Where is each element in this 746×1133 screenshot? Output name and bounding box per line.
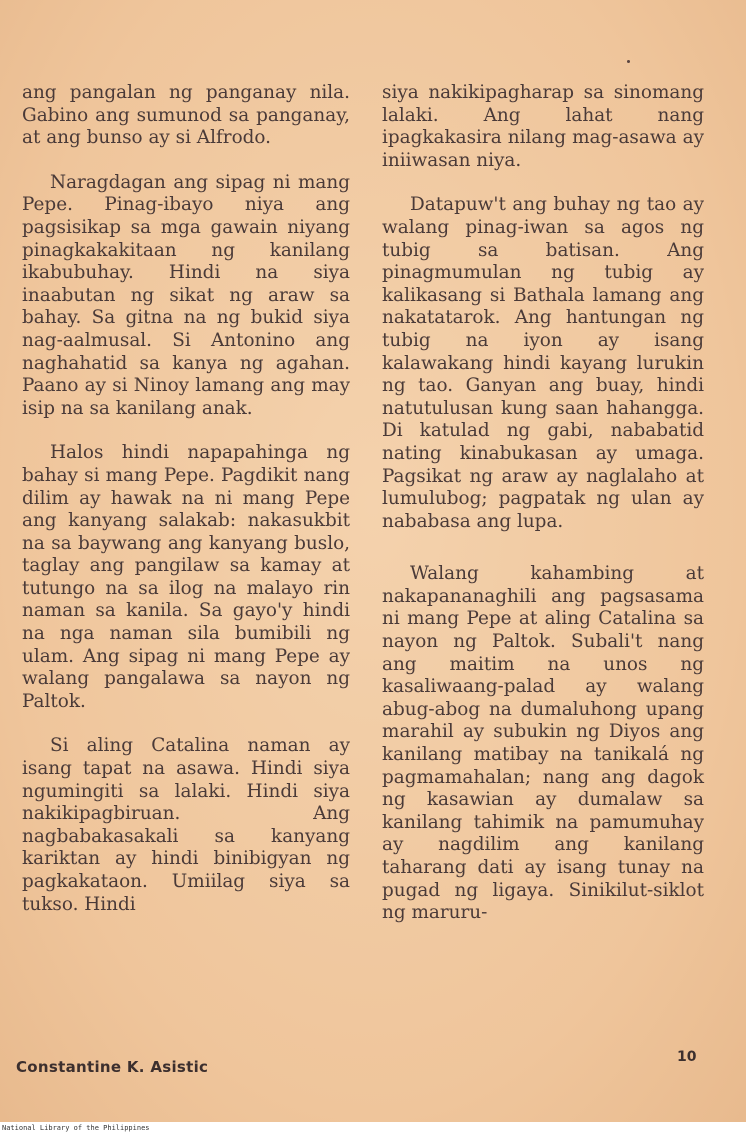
text-column-right: [382, 82, 704, 925]
paragraph: Si aling Catalina naman ay isang tapat na asawa. Hindi siya ngumingiti sa lalaki. Hindi siya nakikipagbiruan. Ang nagbabakasakali sa kanyang kariktan ay hindi binibigyan ng pagkakataon. Umiilag siya sa tukso. Hindi: [22, 735, 350, 915]
paragraph: siya nakikipagharap sa sinomang lalaki. Ang lahat nang ipagkakasira nilang mag-asawa ay iniiwasan niya.: [382, 82, 704, 171]
text-column-left: [22, 82, 350, 916]
ink-speck: [627, 60, 630, 63]
paragraph: Naragdagan ang sipag ni mang Pepe. Pinag-ibayo niya ang pagsisikap sa mga gawain niyang pinagkakakitaan ng kanilang ikabubuhay. Hindi na siya inaabutan ng sikat ng araw sa bahay. Sa gitna na ng bukid siya nag-aalmusal. Si Antonino ang naghahatid sa kanya ng agahan. Paano ay si Ninoy lamang ang may isip na sa kanilang anak.: [22, 171, 350, 419]
paragraph: Datapuw't ang buhay ng tao ay walang pinag-iwan sa agos ng tubig sa batisan. Ang pinagmumulan ng tubig ay kalikasang si Bathala lamang ang nakatatarok. Ang hantungan ng tubig na iyon ay isang kalawakang hindi kayang lurukin ng tao. Ganyan ang buay, hindi natutulusan kung saan hahangga. Di katulad ng gabi, nababatid nating kinabukasan ay umaga. Pagsikat ng araw ay naglalaho at lumulubog; pagpatak ng ulan ay nababasa ang lupa.: [382, 194, 704, 532]
page-number: 10: [677, 1049, 697, 1065]
paragraph: ang pangalan ng panganay nila. Gabino ang sumunod sa panganay, at ang bunso ay si Alfrodo.: [22, 82, 350, 149]
library-credit: National Library of the Philippines: [2, 1124, 150, 1132]
author-name: Constantine K. Asistic: [16, 1058, 209, 1076]
paragraph: Halos hindi napapahinga ng bahay si mang Pepe. Pagdikit nang dilim ay hawak na ni mang Pepe ang kanyang salakab: nakasukbit na sa baywang ang kanyang buslo, taglay ang pangilaw sa kamay at tutungo na sa ilog na malayo rin naman sa kanila. Sa gayo'y hindi na nga naman sila bumibili ng ulam. Ang sipag ni mang Pepe ay walang pangalawa sa nayon ng Paltok.: [22, 442, 350, 712]
paragraph: Walang kahambing at nakapananaghili ang pagsasama ni mang Pepe at aling Catalina sa nayon ng Paltok. Subali't nang ang maitim na unos ng kasaliwaang-palad ay walang abug-abog na dumaluhong upang marahil ay subukin ng Diyos ang kanilang matibay na tanikalá ng pagmamahalan; nang ang dagok ng kasawian ay dumalaw sa kanilang tahimik na pamumuhay ay nagdilim ang kanilang taharang dati ay isang tunay na pugad ng ligaya. Sinikilut-siklot ng maruru-: [382, 563, 704, 924]
